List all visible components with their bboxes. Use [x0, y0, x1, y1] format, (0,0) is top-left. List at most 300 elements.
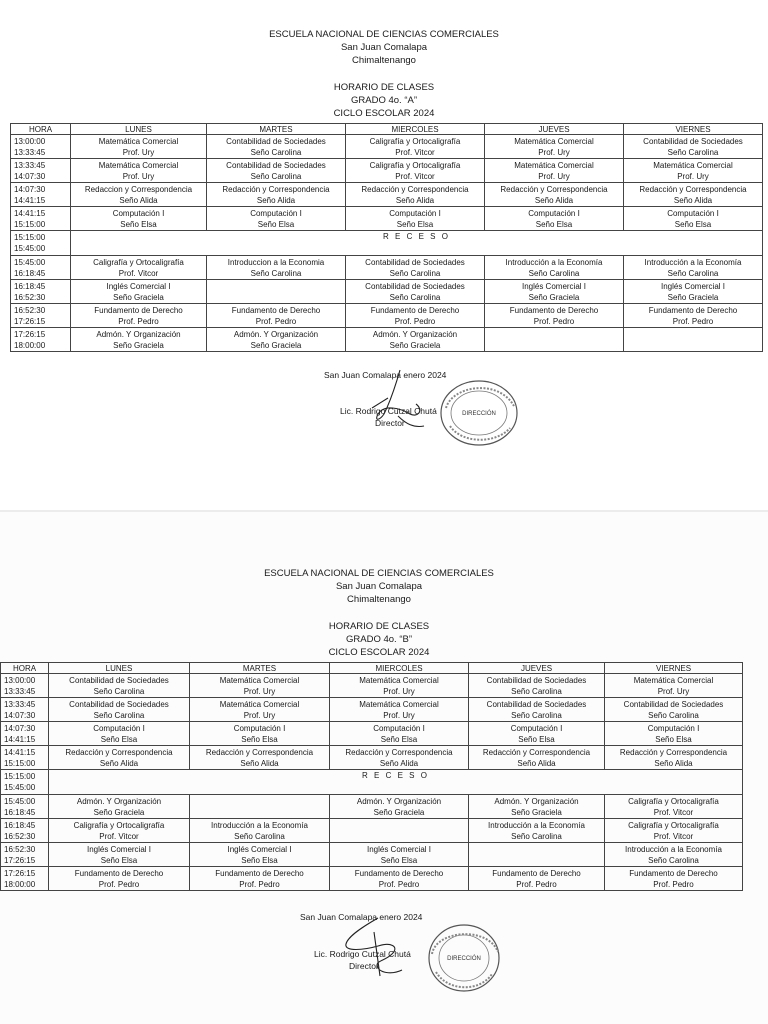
- table-row: [1, 770, 743, 795]
- class-cell: [49, 698, 190, 722]
- subject-name: Fundamento de Derecho: [74, 868, 164, 878]
- class-cell: [49, 746, 190, 770]
- subject-name: Caligrafía y Ortocaligrafía: [628, 820, 719, 830]
- class-cell: [605, 698, 743, 722]
- subject-name: Redacción y Correspondencia: [345, 747, 453, 757]
- time-end: 17:26:15: [4, 855, 36, 865]
- time-start: 17:26:15: [4, 868, 36, 878]
- time-end: 15:45:00: [4, 783, 36, 792]
- subject-name: Contabilidad de Sociedades: [365, 257, 465, 267]
- subject-name: Redaccion y Correspondencia: [84, 184, 193, 194]
- class-cell: [207, 183, 346, 207]
- teacher-name: Seño Alida: [99, 758, 139, 768]
- teacher-name: Seño Elsa: [655, 734, 692, 744]
- teacher-name: Seño Graciela: [373, 807, 425, 817]
- time-cell: [11, 328, 71, 352]
- subject-name: Contabilidad de Sociedades: [69, 675, 169, 685]
- column-header: JUEVES: [469, 663, 605, 674]
- teacher-name: Seño Carolina: [667, 147, 719, 157]
- subject-name: Inglés Comercial I: [86, 844, 152, 854]
- class-cell: [71, 159, 207, 183]
- class-cell: [190, 843, 330, 867]
- class-cell: [485, 135, 624, 159]
- class-cell: [49, 674, 190, 698]
- subject-name: Matemática Comercial: [98, 136, 179, 146]
- subject-name: Fundamento de Derecho: [215, 868, 304, 878]
- teacher-name: Seño Elsa: [396, 219, 434, 229]
- class-cell: [605, 674, 743, 698]
- table-row: [1, 867, 743, 891]
- teacher-name: Prof. Vitcor: [99, 831, 139, 841]
- column-header: LUNES: [71, 124, 207, 135]
- teacher-name: Prof. Pedro: [98, 879, 140, 889]
- time-start: 13:33:45: [14, 160, 46, 170]
- signer-name: Lic. Rodrigo Cutzal Chutá: [314, 949, 411, 959]
- class-cell: [71, 304, 207, 328]
- place-date: San Juan Comalapa enero 2024: [300, 912, 423, 922]
- time-end: 18:00:00: [4, 879, 36, 889]
- teacher-name: Seño Elsa: [380, 734, 418, 744]
- school-name: ESCUELA NACIONAL DE CIENCIAS COMERCIALES: [264, 568, 494, 579]
- teacher-name: Seño Elsa: [518, 734, 555, 744]
- subject-name: Matemática Comercial: [359, 675, 439, 685]
- teacher-name: Seño Elsa: [380, 855, 418, 865]
- teacher-name: Seño Carolina: [389, 292, 441, 302]
- subject-name: Fundamento de Derecho: [648, 305, 738, 315]
- class-cell: [485, 256, 624, 280]
- teacher-name: Seño Carolina: [667, 268, 719, 278]
- subject-name: Computación I: [667, 208, 719, 218]
- teacher-name: Seño Carolina: [511, 710, 562, 720]
- table-row: [1, 698, 743, 722]
- class-cell: [207, 207, 346, 231]
- school-town: San Juan Comalapa: [335, 581, 423, 592]
- school-department: Chimaltenango: [347, 594, 411, 605]
- teacher-name: Seño Elsa: [100, 855, 138, 865]
- subject-name: Fundamento de Derecho: [492, 868, 581, 878]
- subject-name: Introducción a la Economía: [644, 257, 742, 267]
- teacher-name: Prof. Ury: [538, 171, 570, 181]
- subject-name: Caligrafía y Ortocaligrafía: [369, 160, 461, 170]
- time-end: 15:45:00: [14, 244, 46, 253]
- class-cell: [624, 256, 763, 280]
- school-department: Chimaltenango: [352, 55, 416, 66]
- table-row: [11, 328, 763, 352]
- class-cell: [624, 304, 763, 328]
- subject-name: Matemática Comercial: [219, 675, 300, 685]
- class-cell: [469, 698, 605, 722]
- teacher-name: Prof. Ury: [383, 686, 415, 696]
- class-cell: [330, 843, 469, 867]
- time-cell: [1, 843, 49, 867]
- time-end: 17:26:15: [14, 316, 46, 326]
- time-end: 16:52:30: [4, 831, 36, 841]
- teacher-name: Seño Carolina: [250, 147, 302, 157]
- time-start: 13:33:45: [4, 699, 36, 709]
- class-cell: [190, 698, 330, 722]
- teacher-name: Prof. Vitcor: [653, 807, 694, 817]
- time-start: 15:15:00: [14, 233, 46, 242]
- time-start: 16:52:30: [4, 844, 36, 854]
- teacher-name: Seño Carolina: [93, 710, 145, 720]
- subject-name: Contabilidad de Sociedades: [623, 699, 724, 709]
- school-name: ESCUELA NACIONAL DE CIENCIAS COMERCIALES: [269, 29, 499, 40]
- time-cell: [11, 304, 71, 328]
- class-cell: [469, 795, 605, 819]
- recess-cell: R E C E S O: [71, 231, 763, 256]
- subject-name: Redacción y Correspondencia: [639, 184, 747, 194]
- class-cell: [207, 328, 346, 352]
- class-cell: [605, 867, 743, 891]
- subject-name: Caligrafía y Ortocaligrafía: [93, 257, 184, 267]
- subject-name: Introducción a la Economía: [625, 844, 722, 854]
- class-cell: [346, 280, 485, 304]
- teacher-name: Prof. Vitcor: [395, 171, 435, 181]
- class-cell: [485, 207, 624, 231]
- teacher-name: Seño Graciela: [93, 807, 145, 817]
- teacher-name: Seño Alida: [395, 195, 435, 205]
- class-cell: [49, 867, 190, 891]
- schedule-table: [0, 662, 743, 891]
- class-cell: [71, 135, 207, 159]
- teacher-name: Seño Carolina: [389, 268, 441, 278]
- time-start: 16:18:45: [4, 820, 36, 830]
- class-cell: [485, 280, 624, 304]
- teacher-name: Seño Graciela: [511, 807, 562, 817]
- subject-name: Contabilidad de Sociedades: [226, 160, 326, 170]
- time-start: 16:18:45: [14, 281, 46, 291]
- teacher-name: Prof. Pedro: [255, 316, 297, 326]
- column-header: JUEVES: [485, 124, 624, 135]
- class-cell: [469, 722, 605, 746]
- table-row: [11, 183, 763, 207]
- class-cell: [485, 328, 624, 352]
- teacher-name: Prof. Ury: [243, 710, 276, 720]
- time-cell: [11, 256, 71, 280]
- subject-name: Contabilidad de Sociedades: [226, 136, 326, 146]
- class-cell: [71, 183, 207, 207]
- class-cell: [71, 207, 207, 231]
- document-title: HORARIO DE CLASES: [328, 621, 430, 632]
- teacher-name: Seño Elsa: [100, 734, 138, 744]
- subject-name: Admón. Y Organización: [233, 329, 319, 339]
- time-end: 16:18:45: [4, 807, 36, 817]
- teacher-name: Seño Carolina: [511, 831, 562, 841]
- subject-name: Redacción y Correspondencia: [619, 747, 728, 757]
- class-cell: [330, 795, 469, 819]
- subject-name: Computación I: [647, 723, 700, 733]
- subject-name: Caligrafía y Ortocaligrafía: [73, 820, 165, 830]
- table-row: [1, 674, 743, 698]
- subject-name: Fundamento de Derecho: [509, 305, 599, 315]
- subject-name: Inglés Comercial I: [366, 844, 432, 854]
- class-cell: [469, 746, 605, 770]
- class-cell: [605, 746, 743, 770]
- time-cell: [11, 231, 71, 256]
- document-header: [0, 567, 763, 659]
- class-cell: [71, 280, 207, 304]
- teacher-name: Seño Graciela: [250, 340, 302, 350]
- class-cell: [624, 159, 763, 183]
- subject-name: Computación I: [112, 208, 165, 218]
- table-header-row: [1, 663, 743, 674]
- class-cell: [605, 819, 743, 843]
- subject-name: Fundamento de Derecho: [231, 305, 321, 315]
- table-row: [1, 795, 743, 819]
- teacher-name: Seño Elsa: [257, 219, 295, 229]
- class-cell: [485, 159, 624, 183]
- time-cell: [1, 795, 49, 819]
- time-end: 14:07:30: [4, 710, 36, 720]
- subject-name: Contabilidad de Sociedades: [486, 699, 587, 709]
- signer-role: Director: [375, 418, 405, 428]
- time-start: 15:45:00: [4, 796, 36, 806]
- class-cell: [330, 698, 469, 722]
- teacher-name: Seño Carolina: [234, 831, 285, 841]
- time-start: 15:45:00: [14, 257, 46, 267]
- table-row: [11, 280, 763, 304]
- subject-name: Contabilidad de Sociedades: [365, 281, 465, 291]
- teacher-name: Prof. Pedro: [653, 879, 694, 889]
- teacher-name: Prof. Ury: [383, 710, 415, 720]
- class-cell: [190, 674, 330, 698]
- document-title: HORARIO DE CLASES: [333, 82, 435, 93]
- teacher-name: Seño Alida: [240, 758, 279, 768]
- table-row: [11, 159, 763, 183]
- class-cell: [346, 328, 485, 352]
- teacher-name: Seño Carolina: [648, 855, 699, 865]
- teacher-name: Prof. Ury: [538, 147, 570, 157]
- school-seal-icon: [438, 378, 520, 448]
- subject-name: Introducción a la Economía: [505, 257, 603, 267]
- subject-name: Fundamento de Derecho: [354, 868, 444, 878]
- class-cell: [346, 256, 485, 280]
- subject-name: Caligrafía y Ortocaligrafía: [628, 796, 719, 806]
- class-cell: [485, 183, 624, 207]
- table-row: [11, 256, 763, 280]
- class-cell: [49, 843, 190, 867]
- teacher-name: Seño Carolina: [648, 710, 699, 720]
- subject-name: Matemática Comercial: [359, 699, 439, 709]
- class-cell: [49, 795, 190, 819]
- teacher-name: Seño Alida: [654, 758, 693, 768]
- subject-name: Admón. Y Organización: [372, 329, 458, 339]
- teacher-name: Seño Elsa: [241, 734, 278, 744]
- class-cell: [485, 304, 624, 328]
- class-cell: [330, 867, 469, 891]
- schedule-table: [10, 123, 763, 352]
- subject-name: Matemática Comercial: [653, 160, 733, 170]
- subject-name: Computación I: [510, 723, 563, 733]
- school-seal-icon: [426, 922, 502, 994]
- table-header-row: [11, 124, 763, 135]
- class-cell: [624, 183, 763, 207]
- column-header: HORA: [1, 663, 49, 674]
- teacher-name: Seño Carolina: [528, 268, 580, 278]
- time-end: 13:33:45: [14, 147, 46, 157]
- subject-name: Inglés Comercial I: [660, 281, 726, 291]
- column-header: VIERNES: [605, 663, 743, 674]
- school-town: San Juan Comalapa: [340, 42, 428, 53]
- subject-name: Admón. Y Organización: [76, 796, 162, 806]
- signature-scribble-icon: [334, 912, 434, 982]
- subject-name: Contabilidad de Sociedades: [486, 675, 587, 685]
- class-cell: [346, 183, 485, 207]
- teacher-name: Seño Alida: [256, 195, 296, 205]
- time-cell: [1, 867, 49, 891]
- teacher-name: Prof. Ury: [657, 686, 690, 696]
- class-cell: [469, 819, 605, 843]
- class-cell: [207, 159, 346, 183]
- teacher-name: Prof. Vitcor: [118, 268, 159, 278]
- subject-name: Inglés Comercial I: [227, 844, 292, 854]
- time-end: 18:00:00: [14, 340, 46, 350]
- school-cycle: CICLO ESCOLAR 2024: [333, 108, 435, 119]
- class-cell: [49, 819, 190, 843]
- subject-name: Computación I: [250, 208, 302, 218]
- class-cell: [346, 207, 485, 231]
- column-header: LUNES: [49, 663, 190, 674]
- teacher-name: Seño Alida: [379, 758, 419, 768]
- time-end: 14:41:15: [4, 734, 36, 744]
- signer-role: Director: [349, 961, 379, 971]
- teacher-name: Seño Elsa: [535, 219, 573, 229]
- teacher-name: Prof. Pedro: [239, 879, 280, 889]
- table-row: [11, 207, 763, 231]
- time-cell: [11, 280, 71, 304]
- subject-name: Matemática Comercial: [514, 136, 594, 146]
- column-header: MIERCOLES: [346, 124, 485, 135]
- subject-name: Matemática Comercial: [514, 160, 594, 170]
- class-cell: [346, 304, 485, 328]
- place-date: San Juan Comalapa enero 2024: [324, 370, 447, 380]
- time-start: 14:07:30: [14, 184, 46, 194]
- class-cell: [624, 328, 763, 352]
- time-cell: [1, 698, 49, 722]
- teacher-name: Seño Carolina: [250, 171, 302, 181]
- teacher-name: Seño Elsa: [120, 219, 157, 229]
- class-cell: [71, 256, 207, 280]
- teacher-name: Seño Graciela: [528, 292, 580, 302]
- subject-name: Computación I: [373, 723, 425, 733]
- teacher-name: Seño Alida: [119, 195, 158, 205]
- subject-name: Admón. Y Organización: [494, 796, 579, 806]
- schedule-sheet-4b: [0, 512, 768, 1024]
- time-start: 14:07:30: [4, 723, 36, 733]
- grade-label: GRADO 4o. “B”: [346, 634, 412, 645]
- subject-name: Fundamento de Derecho: [94, 305, 183, 315]
- column-header: MIERCOLES: [330, 663, 469, 674]
- subject-name: Admón. Y Organización: [356, 796, 442, 806]
- seal-label: DIRECCIÓN: [462, 411, 496, 417]
- teacher-name: Prof. Pedro: [378, 879, 420, 889]
- subject-name: Inglés Comercial I: [106, 281, 171, 291]
- table-row: [1, 843, 743, 867]
- teacher-name: Prof. Ury: [677, 171, 709, 181]
- teacher-name: Prof. Pedro: [672, 316, 714, 326]
- school-cycle: CICLO ESCOLAR 2024: [328, 647, 430, 658]
- subject-name: Computación I: [93, 723, 145, 733]
- teacher-name: Prof. Pedro: [533, 316, 575, 326]
- teacher-name: Prof. Pedro: [118, 316, 159, 326]
- class-cell: [330, 746, 469, 770]
- class-cell: [624, 280, 763, 304]
- subject-name: Contabilidad de Sociedades: [643, 136, 743, 146]
- time-end: 16:52:30: [14, 292, 46, 302]
- teacher-name: Prof. Ury: [122, 171, 155, 181]
- time-end: 16:18:45: [14, 268, 46, 278]
- subject-name: Computación I: [528, 208, 580, 218]
- column-header: VIERNES: [624, 124, 763, 135]
- table-row: [11, 231, 763, 256]
- time-end: 14:41:15: [14, 195, 46, 205]
- teacher-name: Prof. Vitcor: [395, 147, 435, 157]
- subject-name: Computación I: [233, 723, 286, 733]
- class-cell: [346, 135, 485, 159]
- teacher-name: Prof. Pedro: [516, 879, 557, 889]
- subject-name: Redacción y Correspondencia: [222, 184, 330, 194]
- teacher-name: Seño Carolina: [93, 686, 145, 696]
- class-cell: [605, 795, 743, 819]
- class-cell: [330, 674, 469, 698]
- time-end: 13:33:45: [4, 686, 36, 696]
- subject-name: Introducción a la Economía: [211, 820, 308, 830]
- subject-name: Fundamento de Derecho: [629, 868, 718, 878]
- time-end: 14:07:30: [14, 171, 46, 181]
- table-row: [1, 722, 743, 746]
- subject-name: Redacción y Correspondencia: [65, 747, 173, 757]
- time-start: 15:15:00: [4, 772, 36, 781]
- class-cell: [207, 280, 346, 304]
- column-header: HORA: [11, 124, 71, 135]
- time-cell: [11, 207, 71, 231]
- class-cell: [624, 207, 763, 231]
- grade-label: GRADO 4o. “A”: [351, 95, 417, 106]
- time-cell: [1, 746, 49, 770]
- teacher-name: Prof. Ury: [243, 686, 276, 696]
- recess-cell: R E C E S O: [49, 770, 743, 795]
- class-cell: [346, 159, 485, 183]
- subject-name: Introduccion a la Economia: [227, 257, 325, 267]
- subject-name: Redacción y Correspondencia: [361, 184, 469, 194]
- class-cell: [330, 722, 469, 746]
- class-cell: [469, 674, 605, 698]
- class-cell: [207, 256, 346, 280]
- class-cell: [190, 867, 330, 891]
- time-start: 16:52:30: [14, 305, 46, 315]
- teacher-name: Seño Carolina: [511, 686, 562, 696]
- time-end: 15:15:00: [14, 219, 46, 229]
- column-header: MARTES: [190, 663, 330, 674]
- class-cell: [469, 867, 605, 891]
- subject-name: Matemática Comercial: [219, 699, 300, 709]
- class-cell: [71, 328, 207, 352]
- teacher-name: Seño Graciela: [113, 340, 164, 350]
- class-cell: [624, 135, 763, 159]
- time-cell: [11, 135, 71, 159]
- class-cell: [330, 819, 469, 843]
- time-start: 13:00:00: [14, 136, 46, 146]
- table-row: [1, 746, 743, 770]
- class-cell: [49, 722, 190, 746]
- class-cell: [605, 722, 743, 746]
- subject-name: Inglés Comercial I: [521, 281, 587, 291]
- teacher-name: Seño Alida: [673, 195, 713, 205]
- seal-label: DIRECCIÓN: [447, 956, 481, 962]
- table-row: [11, 135, 763, 159]
- teacher-name: Seño Elsa: [674, 219, 712, 229]
- class-cell: [207, 135, 346, 159]
